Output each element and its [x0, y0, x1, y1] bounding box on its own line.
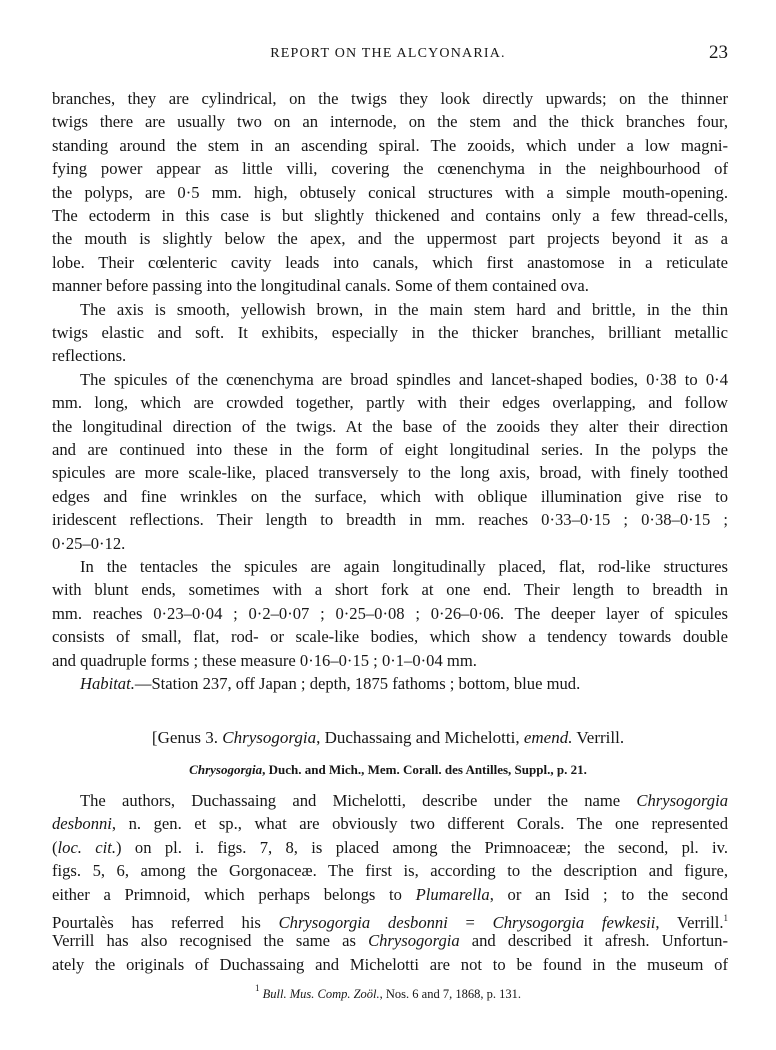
italic-text: Chrysogorgia	[222, 728, 317, 747]
italic-text: Habitat.	[80, 674, 135, 693]
text-segment: , Duchassaing and Michelotti,	[316, 728, 524, 747]
text-segment: mm. reaches 0·23–0·04 ; 0·2–0·07 ; 0·25–0·08 ; 0·26–0·06. The deeper layer of spicules	[52, 603, 728, 623]
text-line	[52, 276, 728, 296]
text-line	[52, 885, 728, 905]
page-number: 23	[709, 42, 728, 63]
text-segment: with blunt ends, sometimes with a short fork at one end. Their length to breadth in	[52, 580, 728, 600]
text-segment: In the tentacles the spicules are again longitudinally placed, flat, rod-like structures	[80, 557, 728, 576]
text-segment: Verrill has also recognised the same as	[52, 931, 369, 951]
text-line	[80, 370, 728, 390]
text-line	[80, 791, 728, 811]
text-segment: (	[52, 837, 58, 857]
italic-text: Chrysogorgia desbonni	[278, 913, 448, 932]
text-line	[52, 159, 728, 179]
text-segment: , n. gen. et sp., what are obviously two different Corals. The one represented	[111, 814, 728, 834]
italic-text: Plumarella	[415, 884, 490, 904]
text-segment: The axis is smooth, yellowish brown, in the main stem hard and brittle, in the thin	[80, 299, 728, 319]
text-segment: reflections.	[52, 346, 127, 366]
citation	[0, 762, 776, 778]
text-segment: the mouth is slightly below the apex, and the uppermost part projects beyond it as a	[52, 229, 728, 249]
text-segment: the polyps, are 0·5 mm. high, obtusely conical structures with a simple mouth-opening.	[52, 182, 728, 202]
text-line	[52, 323, 728, 343]
text-segment: The spicules of the cœnenchyma are broad spindles and lancet-shaped bodies, 0·38 to 0·4	[80, 369, 728, 389]
text-segment: =	[447, 913, 493, 932]
text-line	[52, 604, 728, 624]
text-line	[52, 229, 728, 249]
italic-text: desbonni	[52, 814, 112, 834]
text-segment: Pourtalès has referred his	[52, 913, 279, 932]
text-segment: and quadruple forms ; these measure 0·16–0·15 ; 0·1–0·04 mm.	[52, 650, 477, 670]
italic-text: Chrysogorgia	[368, 931, 460, 951]
text-segment: , or an Isid ; to the second	[489, 884, 728, 904]
text-segment: ately the originals of Duchassaing and Michelotti are not to be found in the museum of	[52, 954, 728, 974]
text-segment: and described it afresh. Unfortun-	[459, 931, 728, 951]
text-line	[52, 346, 728, 366]
text-segment: lobe. Their cœlenteric cavity leads into canals, which first anastomose in a reticulate	[52, 252, 728, 272]
text-segment: Verrill.	[572, 728, 625, 747]
text-segment: ) on pl. i. figs. 7, 8, is placed among the Primnoaceæ; the second, pl. iv.	[116, 837, 728, 857]
genus-heading	[0, 728, 776, 748]
text-segment: —Station 237, off Japan ; depth, 1875 fathoms ; bottom, blue mud.	[134, 674, 581, 693]
text-segment: edges and fine wrinkles on the surface, which with oblique illumination give rise to	[52, 486, 728, 506]
text-segment: standing around the stem in an ascending spiral. The zooids, which under a low magni-	[52, 135, 728, 155]
text-line	[52, 440, 728, 460]
text-line	[52, 136, 728, 156]
italic-text: emend.	[523, 728, 573, 747]
text-line	[52, 651, 728, 671]
running-header: REPORT ON THE ALCYONARIA.	[270, 46, 506, 61]
text-line	[52, 838, 728, 858]
text-segment: twigs elastic and soft. It exhibits, especially in the thicker branches, brilliant metallic	[52, 323, 728, 342]
text-line	[52, 814, 728, 834]
text-line	[80, 300, 728, 320]
text-line	[52, 417, 728, 437]
text-segment: iridescent reflections. Their length to breadth in mm. reaches 0·33–0·15 ; 0·38–0·15 ;	[52, 510, 728, 530]
text-segment: [Genus 3.	[151, 728, 223, 747]
text-segment: fying power appear as little villi, covering the cœnenchyma in the neighbourhood of	[52, 159, 728, 179]
text-line	[80, 674, 728, 694]
text-segment: branches, they are cylindrical, on the twigs they look directly upwards; on the thinner	[52, 89, 728, 108]
text-segment: spicules are more scale-like, placed transversely to the long axis, broad, with finely toothed	[52, 463, 728, 483]
text-segment: either a Primnoid, which perhaps belongs to	[52, 884, 416, 904]
text-line	[52, 955, 728, 975]
text-line	[52, 931, 728, 951]
text-line	[52, 393, 728, 413]
text-segment: The ectoderm in this case is but slightly thickened and contains only a few thread-cells,	[52, 206, 728, 225]
text-line	[52, 510, 728, 530]
text-line	[52, 112, 728, 132]
text-segment: mm. long, which are crowded together, partly with their edges overlapping, and follow	[52, 393, 728, 413]
text-line	[52, 463, 728, 483]
italic-text: Bull. Mus. Comp. Zoöl.	[262, 987, 380, 1001]
text-line	[52, 580, 728, 600]
text-line	[52, 534, 728, 554]
footnote-marker: 1	[723, 913, 728, 923]
text-segment: , Verrill.	[655, 913, 724, 932]
text-line	[52, 627, 728, 647]
text-line	[52, 253, 728, 273]
footnote	[0, 983, 776, 1002]
text-segment: and are continued into these in the form of eight longitudinal series. In the polyps the	[52, 440, 728, 459]
text-line	[52, 89, 728, 109]
italic-text: loc. cit.	[57, 837, 117, 857]
text-line	[52, 861, 728, 881]
text-segment: consists of small, flat, rod- or scale-like bodies, which show a tendency towards double	[52, 627, 728, 647]
italic-text: Chrysogorgia	[189, 762, 263, 777]
text-segment: 0·25–0·12.	[52, 533, 126, 553]
text-line	[52, 206, 728, 226]
text-segment: the longitudinal direction of the twigs. At the base of the zooids they alter their direction	[52, 416, 728, 436]
italic-text: Chrysogorgia	[636, 791, 728, 810]
text-segment: , Duch. and Mich., Mem. Corall. des Antilles, Suppl., p. 21.	[262, 762, 587, 777]
text-line	[52, 908, 728, 933]
text-segment: The authors, Duchassaing and Michelotti, describe under the name	[80, 791, 637, 810]
text-segment: , Nos. 6 and 7, 1868, p. 131.	[379, 987, 521, 1001]
text-segment: figs. 5, 6, among the Gorgonaceæ. The first is, according to the description and figure,	[52, 861, 728, 881]
text-line	[52, 183, 728, 203]
text-line	[52, 487, 728, 507]
text-segment: twigs there are usually two on an internode, on the stem and the thick branches four,	[52, 112, 728, 132]
text-segment: manner before passing into the longitudinal canals. Some of them contained ova.	[52, 276, 589, 296]
italic-text: Chrysogorgia fewkesii	[492, 913, 656, 932]
footnote-marker: 1	[255, 983, 260, 993]
text-line	[80, 557, 728, 577]
